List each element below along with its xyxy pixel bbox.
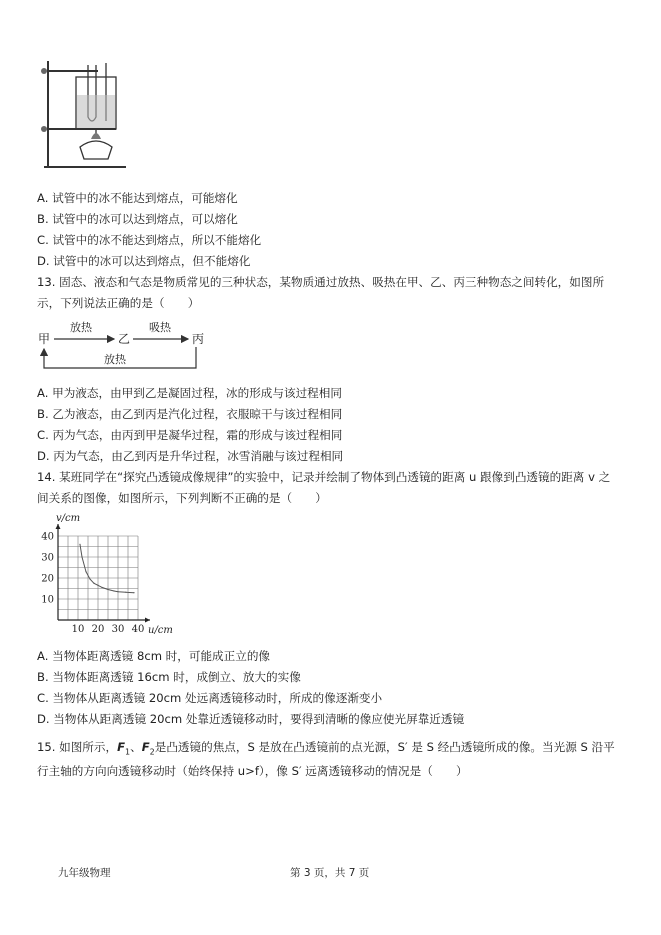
chart-data-point xyxy=(97,585,98,586)
chart-x-arrowhead xyxy=(145,618,150,623)
arrow2-label: 吸热 xyxy=(149,321,171,334)
uv-chart xyxy=(34,510,184,640)
chart-x-tick-label: 30 xyxy=(111,624,125,635)
chart-data-point xyxy=(85,571,86,572)
chart-x-tick-label: 40 xyxy=(131,624,145,635)
q15-stem-line1 xyxy=(37,739,615,760)
chart-data-point xyxy=(81,556,82,557)
q14-stem-line1: 14. 某班同学在“探究凸透镜成像规律”的实验中，记录并绘制了物体到凸透镜的距离 u 跟像到凸透镜的距离 v 之 xyxy=(37,470,611,484)
chart-x-tick-label: 10 xyxy=(71,624,85,635)
q13-stem-line2: 示，下列说法正确的是（ ） xyxy=(37,296,200,310)
return-arrow-label: 放热 xyxy=(104,353,126,366)
chart-data-point xyxy=(133,592,134,593)
q14-stem-line2: 间关系的图像，如图所示，下列判断不正确的是（ ） xyxy=(37,491,327,505)
q14-option-b: B. 当物体距离透镜 16cm 时，成倒立、放大的实像 xyxy=(37,670,301,684)
focus-f2-symbol: F xyxy=(141,740,150,754)
q13-option-a: A. 甲为液态，由甲到乙是凝固过程，冰的形成与该过程相同 xyxy=(37,386,342,400)
focus-f1-symbol: F xyxy=(117,740,126,754)
chart-y-tick-label: 10 xyxy=(41,594,54,606)
chart-data-point xyxy=(117,591,118,592)
chart-data-point xyxy=(113,590,114,591)
state-b-label: 乙 xyxy=(118,332,131,346)
footer-subject: 九年级物理 xyxy=(58,867,111,879)
q12-option-b: B. 试管中的冰可以达到熔点，可以熔化 xyxy=(37,212,238,226)
q15-stem-line2: 行主轴的方向向透镜移动时（始终保持 u>f），像 S′ 远离透镜移动的情况是（ ） xyxy=(37,764,468,778)
q12-option-a: A. 试管中的冰不能达到熔点，可能熔化 xyxy=(37,191,238,205)
chart-y-tick-label: 20 xyxy=(41,573,54,585)
chart-data-point xyxy=(107,589,108,590)
q15-stem-start: 15. 如图所示， xyxy=(37,740,118,754)
chart-x-axis-label: u/cm xyxy=(148,625,173,636)
chart-data-point xyxy=(125,592,126,593)
q14-option-a: A. 当物体距离透镜 8cm 时，可能成正立的像 xyxy=(37,649,271,663)
chart-data-point xyxy=(79,544,80,545)
chart-y-axis-label: v/cm xyxy=(56,513,81,524)
state-a-label: 甲 xyxy=(38,332,51,346)
footer-page-number: 第 3 页，共 7 页 xyxy=(290,867,370,879)
q15-stem-rest: 是凸透镜的焦点，S 是放在凸透镜前的点光源，S′ 是 S 经凸透镜所成的像。当光源 S 沿平 xyxy=(154,740,615,754)
q13-option-b: B. 乙为液态，由乙到丙是汽化过程，衣服晾干与该过程相同 xyxy=(37,407,343,421)
q14-option-d: D. 当物体从距离透镜 20cm 处靠近透镜移动时，要得到清晰的像应使光屏靠近透镜 xyxy=(37,712,465,726)
chart-y-tick-label: 40 xyxy=(41,531,54,543)
q12-option-d: D. 试管中的冰可以达到熔点，但不能熔化 xyxy=(37,254,251,268)
q13-option-d: D. 丙为气态，由乙到丙是升华过程，冰雪消融与该过程相同 xyxy=(37,449,344,463)
chart-y-arrowhead xyxy=(56,524,61,529)
chart-y-tick-label: 30 xyxy=(41,552,54,564)
focus-f1-subscript: 1 xyxy=(125,747,131,757)
chart-data-point xyxy=(101,587,102,588)
q13-stem-line1: 13. 固态、液态和气态是物质常见的三种状态，某物质通过放热、吸热在甲、乙、丙三种物态之间转化，如图所 xyxy=(37,275,605,289)
focus-f2-subscript: 2 xyxy=(149,747,155,757)
q13-option-c: C. 丙为气态，由丙到甲是凝华过程，霜的形成与该过程相同 xyxy=(37,428,343,442)
chart-x-tick-label: 20 xyxy=(91,624,105,635)
heating-apparatus-figure xyxy=(40,57,132,175)
state-transition-diagram xyxy=(36,316,206,372)
q14-option-c: C. 当物体从距离透镜 20cm 处远离透镜移动时，所成的像逐渐变小 xyxy=(37,691,383,705)
focus-separator: 、 xyxy=(130,740,142,754)
state-c-label: 丙 xyxy=(192,332,205,346)
chart-data-point xyxy=(93,583,94,584)
chart-data-point xyxy=(89,578,90,579)
arrow1-label: 放热 xyxy=(70,321,92,334)
q12-option-c: C. 试管中的冰不能达到熔点，所以不能熔化 xyxy=(37,233,262,247)
